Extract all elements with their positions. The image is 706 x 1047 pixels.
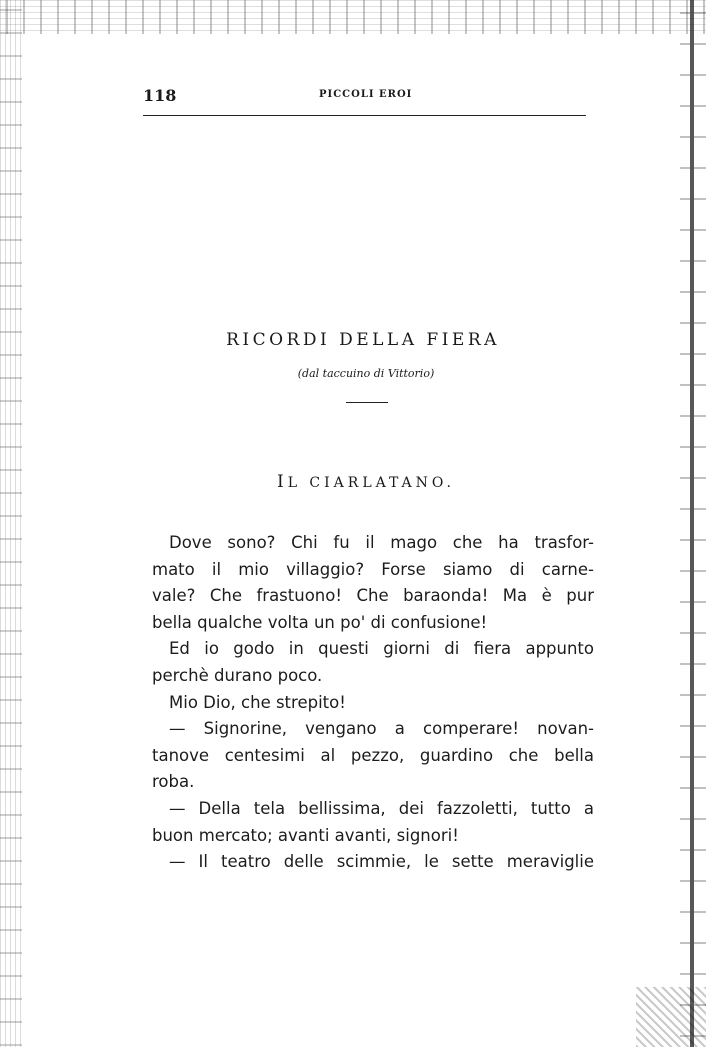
scan-edge-right	[680, 0, 706, 1047]
body-line: perchè durano poco.	[152, 665, 323, 685]
body-line: roba.	[152, 772, 195, 792]
body-line: Ed io godo in questi giorni di fiera appunto	[169, 639, 594, 659]
section-subtitle: (dal taccuino di Vittorio)	[297, 367, 435, 380]
scan-edge-bottom-right	[636, 987, 706, 1047]
ornament-rule	[346, 402, 388, 403]
running-title: PICCOLI EROI	[319, 89, 413, 100]
body-line: vale? Che frastuono! Che baraonda! Ma è pur	[152, 586, 594, 606]
body-text	[152, 530, 594, 876]
section-title: RICORDI DELLA FIERA	[226, 330, 500, 350]
body-line: Dove sono? Chi fu il mago che ha trasfor-	[169, 533, 594, 552]
body-line: bella qualche volta un po' di confusione!	[152, 612, 488, 632]
body-line: buon mercato; avanti avanti, signori!	[152, 825, 459, 845]
chapter-title-initial: I	[276, 472, 288, 492]
body-line: — Il teatro delle scimmie, le sette meraviglie	[169, 852, 594, 872]
body-line: tanove centesimi al pezzo, guardino che bella	[152, 745, 594, 765]
scan-edge-left	[0, 0, 22, 1047]
scan-edge-top	[0, 0, 706, 34]
body-line: mato il mio villaggio? Forse siamo di carne-	[152, 559, 594, 579]
header-rule	[143, 115, 586, 116]
chapter-title-rest: L CIARLATANO.	[287, 475, 456, 491]
body-line: — Signorine, vengano a comperare! novan-	[169, 719, 594, 739]
body-line: Mio Dio, che strepito!	[169, 692, 346, 712]
chapter-title	[0, 472, 706, 492]
page-header	[143, 86, 586, 108]
body-line: — Della tela bellissima, dei fazzoletti, tutto a	[169, 798, 594, 818]
page-number: 118	[143, 86, 177, 105]
